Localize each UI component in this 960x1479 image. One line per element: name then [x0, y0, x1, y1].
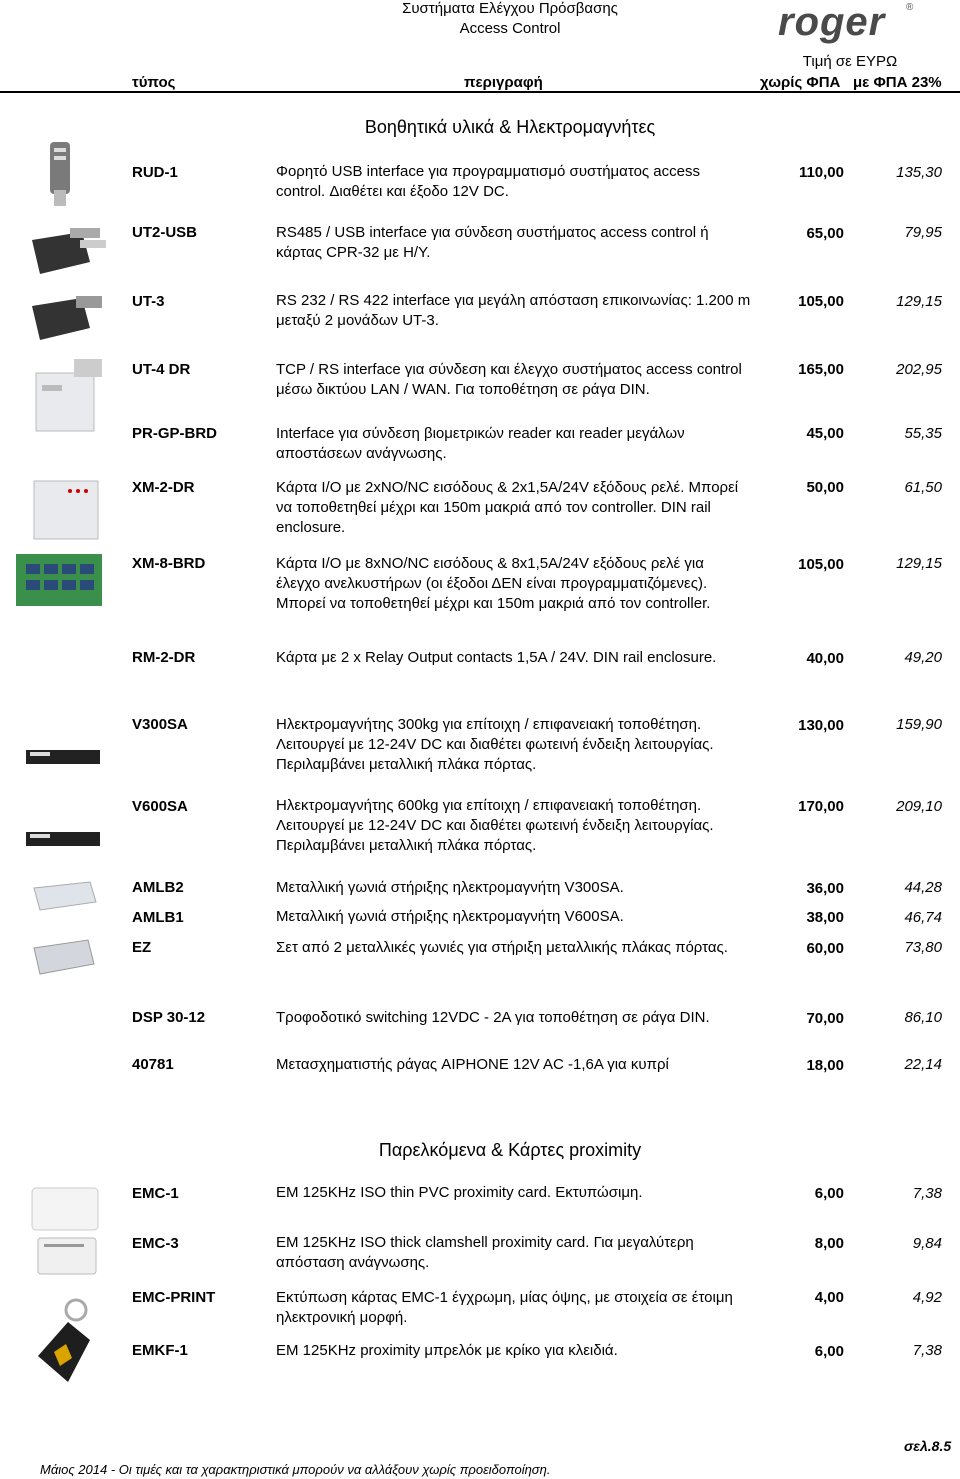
- v300sa-magnet-image: [24, 744, 104, 770]
- product-description: RS 232 / RS 422 interface για μεγάλη απόσταση επικοινωνίας: 1.200 m μεταξύ 2 μονάδων UT-3.: [276, 292, 751, 329]
- brand-wordmark: roger: [778, 0, 886, 44]
- price-with-vat: 159,90: [896, 716, 942, 733]
- product-description: Σετ από 2 μεταλλικές γωνιές για στήριξη μεταλλικής πλάκας πόρτας.: [276, 939, 728, 956]
- price-with-vat: 9,84: [912, 1235, 942, 1252]
- product-code: UT-3: [132, 293, 165, 310]
- title-english: Access Control: [459, 20, 561, 37]
- price-with-vat: 49,20: [904, 649, 942, 666]
- section-title: Βοηθητικά υλικά & Ηλεκτρομαγνήτες: [364, 117, 656, 137]
- price-no-vat: 65,00: [806, 225, 844, 242]
- price-with-vat: 7,38: [912, 1185, 942, 1202]
- xm2-dr-image: [30, 475, 106, 545]
- product-code: EMC-3: [132, 1235, 179, 1252]
- product-code: XM-8-BRD: [132, 555, 206, 572]
- product-code: EZ: [132, 939, 152, 956]
- product-code: V600SA: [132, 798, 188, 815]
- price-no-vat: 130,00: [798, 717, 844, 734]
- page-number: σελ.8.5: [904, 1438, 952, 1454]
- ut4-dr-image: [30, 355, 110, 435]
- price-no-vat: 70,00: [806, 1010, 844, 1027]
- product-description: Εκτύπωση κάρτας EMC-1 έγχρωμη, μίας όψης, με στοιχεία σε έτοιμη ηλεκτρονική μορφή.: [276, 1289, 733, 1326]
- product-description: Φορητό USB interface για προγραμματισμό συστήματος access control. Διαθέτει και έξοδο 12V DC.: [276, 163, 700, 200]
- price-no-vat: 170,00: [798, 798, 844, 815]
- product-code: PR-GP-BRD: [132, 425, 217, 442]
- price-no-vat: 165,00: [798, 361, 844, 378]
- price-with-vat: 209,10: [896, 798, 942, 815]
- product-description: Κάρτα με 2 x Relay Output contacts 1,5A / 24V. DIN rail enclosure.: [276, 649, 717, 666]
- product-description: Κάρτα I/O με 8xNO/NC εισόδους & 8x1,5A/24V εξόδους ρελέ για έλεγχο ανελκυστήρων (οι έξοδοι ΔΕΝ είναι προγραμματιζόμενες). Μπορεί να τοποθετηθεί μέχρι και 150m μακριά από τον controller.: [276, 555, 711, 612]
- price-with-vat: 61,50: [904, 479, 942, 496]
- price-with-vat: 46,74: [904, 909, 942, 926]
- product-description: Τροφοδοτικό switching 12VDC - 2A για τοποθέτηση σε ράγα DIN.: [276, 1009, 710, 1026]
- price-with-vat: 202,95: [896, 361, 942, 378]
- product-description: Μετασχηματιστής ράγας AIPHONE 12V AC -1,6A για κυπρί: [276, 1056, 669, 1073]
- product-code: XM-2-DR: [132, 479, 195, 496]
- price-with-vat: 79,95: [904, 224, 942, 241]
- product-code: V300SA: [132, 716, 188, 733]
- price-no-vat: 36,00: [806, 880, 844, 897]
- product-code: UT2-USB: [132, 224, 198, 241]
- price-with-vat: 86,10: [904, 1009, 942, 1026]
- price-no-vat: 105,00: [798, 293, 844, 310]
- product-code: AMLB1: [132, 909, 184, 926]
- price-no-vat: 18,00: [806, 1057, 844, 1074]
- price-no-vat: 60,00: [806, 940, 844, 957]
- product-description: Μεταλλική γωνιά στήριξης ηλεκτρομαγνήτη V600SA.: [276, 908, 624, 925]
- ez-bracket-image: [30, 934, 100, 978]
- amlb-bracket-image: [30, 878, 100, 914]
- price-no-vat: 38,00: [806, 909, 844, 926]
- product-code: DSP 30-12: [132, 1009, 206, 1026]
- product-description: Ηλεκτρομαγνήτης 600kg για επίτοιχη / επιφανειακή τοποθέτηση. Λειτουργεί με 12-24V DC και διαθέτει φωτεινή ένδειξη λειτουργίας. Περιλαμβάνει μεταλλική πλάκα πόρτας.: [276, 797, 714, 854]
- title-greek: Συστήματα Ελέγχου Πρόσβασης: [402, 0, 618, 17]
- product-code: EMC-1: [132, 1185, 179, 1202]
- footer-note: Μάιος 2014 - Οι τιμές και τα χαρακτηριστικά μπορούν να αλλάξουν χωρίς προειδοποίηση.: [40, 1462, 551, 1477]
- xm8-brd-image: [14, 550, 104, 610]
- product-description: TCP / RS interface για σύνδεση και έλεγχο συστήματος access control μέσω δικτύου LAN / WAN. Για τοποθέτηση σε ράγα DIN.: [276, 361, 742, 398]
- proximity-card-image: [30, 1186, 102, 1234]
- product-code: RUD-1: [132, 164, 178, 181]
- column-type: τύπος: [132, 74, 176, 91]
- product-description: EM 125KHz proximity μπρελόκ με κρίκο για κλειδιά.: [276, 1342, 618, 1359]
- product-description: EM 125KHz ISO thin PVC proximity card. Εκτυπώσιμη.: [276, 1184, 643, 1201]
- price-with-vat: 55,35: [904, 425, 942, 442]
- product-description: Ηλεκτρομαγνήτης 300kg για επίτοιχη / επιφανειακή τοποθέτηση. Λειτουργεί με 12-24V DC και διαθέτει φωτεινή ένδειξη λειτουργίας. Περιλαμβάνει μεταλλική πλάκα πόρτας.: [276, 716, 714, 773]
- price-no-vat: 4,00: [814, 1289, 844, 1306]
- v600sa-magnet-image: [24, 826, 104, 852]
- price-with-vat: 135,30: [896, 164, 942, 181]
- product-code: RM-2-DR: [132, 649, 196, 666]
- price-no-vat: 40,00: [806, 650, 844, 667]
- price-with-vat: 22,14: [904, 1056, 942, 1073]
- price-with-vat: 129,15: [896, 293, 942, 310]
- price-no-vat: 8,00: [814, 1235, 844, 1252]
- header-divider: [0, 91, 960, 93]
- roger-logo: [778, 0, 938, 46]
- column-price-no-vat: χωρίς ΦΠΑ: [760, 74, 841, 91]
- clamshell-card-image: [36, 1236, 100, 1278]
- product-description: RS485 / USB interface για σύνδεση συστήματος access control ή κάρτας CPR-32 με Η/Υ.: [276, 224, 709, 261]
- price-with-vat: 7,38: [912, 1342, 942, 1359]
- price-with-vat: 4,92: [912, 1289, 942, 1306]
- price-no-vat: 50,00: [806, 479, 844, 496]
- usb-interface-image: [40, 140, 80, 210]
- registered-mark: ®: [906, 2, 914, 13]
- product-code: UT-4 DR: [132, 361, 191, 378]
- product-description: EM 125KHz ISO thick clamshell proximity card. Για μεγαλύτερη απόσταση ανάγνωσης.: [276, 1234, 694, 1271]
- product-description: Κάρτα I/O με 2xNO/NC εισόδους & 2x1,5A/24V εξόδους ρελέ. Μπορεί να τοποθετηθεί μέχρι και 150m μακριά από τον controller. DIN rail enclosure.: [276, 479, 739, 536]
- price-with-vat: 73,80: [904, 939, 942, 956]
- price-no-vat: 110,00: [798, 164, 844, 181]
- ut2-usb-image: [20, 218, 110, 284]
- ut3-image: [20, 284, 110, 350]
- product-code: EMC-PRINT: [132, 1289, 216, 1306]
- price-with-vat: 129,15: [896, 555, 942, 572]
- product-code: EMKF-1: [132, 1342, 188, 1359]
- price-no-vat: 6,00: [814, 1343, 844, 1360]
- product-description: Μεταλλική γωνιά στήριξης ηλεκτρομαγνήτη V300SA.: [276, 879, 624, 896]
- product-code: 40781: [132, 1056, 174, 1073]
- price-no-vat: 45,00: [806, 425, 844, 442]
- column-description: περιγραφή: [464, 74, 543, 91]
- price-with-vat: 44,28: [904, 879, 942, 896]
- price-caption: Τιμή σε ΕΥΡΩ: [802, 53, 898, 70]
- product-code: AMLB2: [132, 879, 184, 896]
- product-description: Interface για σύνδεση βιομετρικών reader και reader μεγάλων αποστάσεων ανάγνωσης.: [276, 425, 685, 462]
- price-no-vat: 6,00: [814, 1185, 844, 1202]
- price-no-vat: 105,00: [798, 556, 844, 573]
- section-title: Παρελκόμενα & Κάρτες proximity: [378, 1140, 642, 1160]
- key-fob-image: [30, 1296, 100, 1386]
- column-price-with-vat: με ΦΠΑ 23%: [853, 74, 942, 91]
